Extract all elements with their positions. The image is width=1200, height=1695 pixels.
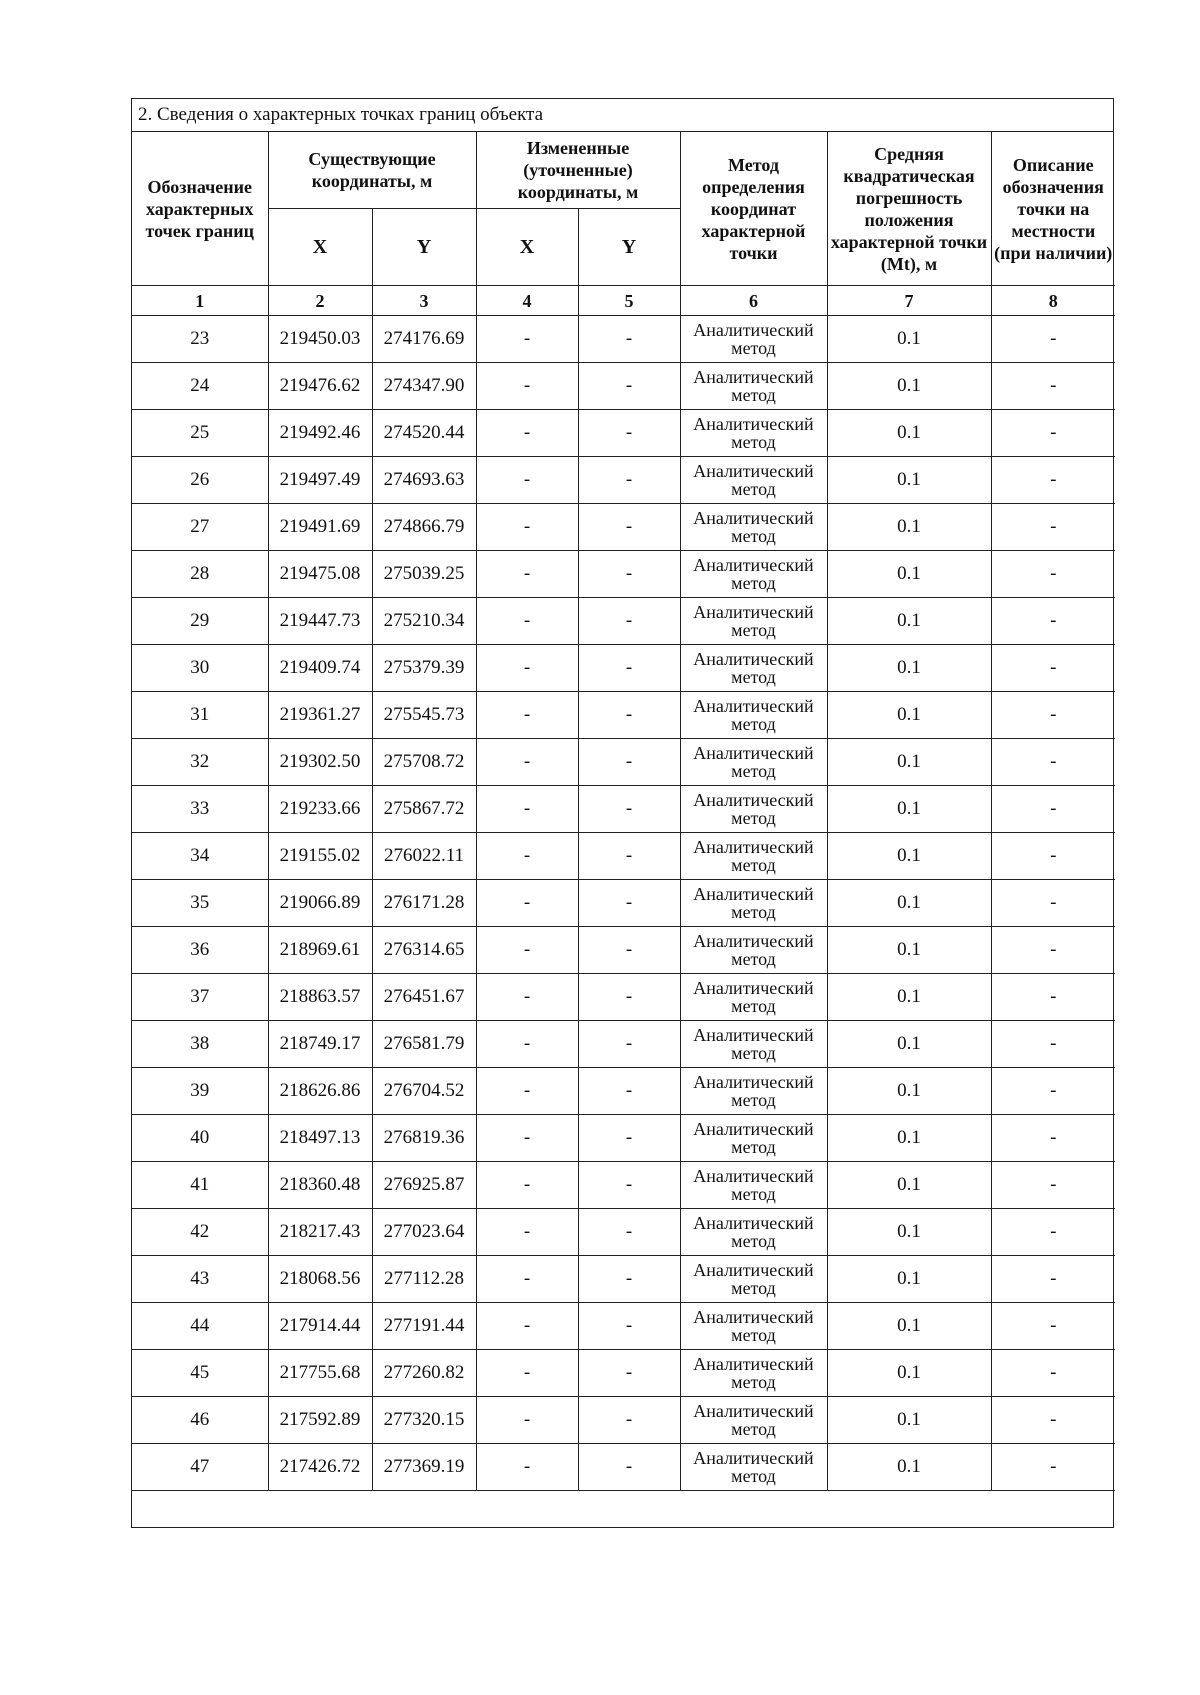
existing-y-cell: 276819.36 xyxy=(372,1115,476,1162)
changed-x-cell: - xyxy=(476,645,578,692)
error-cell: 0.1 xyxy=(827,974,991,1021)
description-cell: - xyxy=(991,833,1115,880)
changed-x-cell: - xyxy=(476,739,578,786)
changed-y-cell: - xyxy=(578,457,680,504)
method-cell: Аналитический метод xyxy=(680,833,827,880)
existing-y-cell: 275210.34 xyxy=(372,598,476,645)
table-body xyxy=(132,316,1115,1491)
table-row xyxy=(132,974,1115,1021)
existing-y-cell: 274693.63 xyxy=(372,457,476,504)
existing-y-cell: 276314.65 xyxy=(372,927,476,974)
existing-y-cell: 277260.82 xyxy=(372,1350,476,1397)
description-cell: - xyxy=(991,504,1115,551)
method-cell: Аналитический метод xyxy=(680,410,827,457)
existing-y-cell: 275039.25 xyxy=(372,551,476,598)
error-cell: 0.1 xyxy=(827,551,991,598)
description-cell: - xyxy=(991,1209,1115,1256)
error-cell: 0.1 xyxy=(827,598,991,645)
changed-y-cell: - xyxy=(578,833,680,880)
changed-y-cell: - xyxy=(578,1256,680,1303)
existing-y-cell: 277191.44 xyxy=(372,1303,476,1350)
error-cell: 0.1 xyxy=(827,786,991,833)
existing-x-cell: 219476.62 xyxy=(268,363,372,410)
changed-y-cell: - xyxy=(578,1162,680,1209)
changed-x-cell: - xyxy=(476,1068,578,1115)
description-cell: - xyxy=(991,1303,1115,1350)
point-number-cell: 43 xyxy=(132,1256,268,1303)
error-cell: 0.1 xyxy=(827,1021,991,1068)
method-cell: Аналитический метод xyxy=(680,1256,827,1303)
existing-y-cell: 277320.15 xyxy=(372,1397,476,1444)
existing-x-cell: 219491.69 xyxy=(268,504,372,551)
point-number-cell: 29 xyxy=(132,598,268,645)
header-description: Описание обозначения точки на местности (при наличии) xyxy=(991,132,1115,286)
existing-y-cell: 274520.44 xyxy=(372,410,476,457)
column-number: 4 xyxy=(476,286,578,316)
method-cell: Аналитический метод xyxy=(680,1350,827,1397)
description-cell: - xyxy=(991,1444,1115,1491)
changed-y-cell: - xyxy=(578,1444,680,1491)
description-cell: - xyxy=(991,551,1115,598)
existing-y-cell: 276704.52 xyxy=(372,1068,476,1115)
header-designation: Обозначение характерных точек границ xyxy=(132,132,268,286)
table-row xyxy=(132,786,1115,833)
point-number-cell: 25 xyxy=(132,410,268,457)
method-cell: Аналитический метод xyxy=(680,927,827,974)
existing-y-cell: 276451.67 xyxy=(372,974,476,1021)
header-existing-y: Y xyxy=(372,209,476,286)
existing-y-cell: 275545.73 xyxy=(372,692,476,739)
existing-y-cell: 274866.79 xyxy=(372,504,476,551)
table-row xyxy=(132,457,1115,504)
method-cell: Аналитический метод xyxy=(680,504,827,551)
changed-x-cell: - xyxy=(476,1444,578,1491)
existing-x-cell: 218360.48 xyxy=(268,1162,372,1209)
error-cell: 0.1 xyxy=(827,1068,991,1115)
existing-x-cell: 219302.50 xyxy=(268,739,372,786)
existing-x-cell: 219066.89 xyxy=(268,880,372,927)
error-cell: 0.1 xyxy=(827,457,991,504)
column-number: 2 xyxy=(268,286,372,316)
description-cell: - xyxy=(991,316,1115,363)
changed-y-cell: - xyxy=(578,739,680,786)
existing-y-cell: 277112.28 xyxy=(372,1256,476,1303)
changed-x-cell: - xyxy=(476,1115,578,1162)
point-number-cell: 35 xyxy=(132,880,268,927)
error-cell: 0.1 xyxy=(827,1256,991,1303)
changed-y-cell: - xyxy=(578,786,680,833)
point-number-cell: 34 xyxy=(132,833,268,880)
table-row xyxy=(132,551,1115,598)
description-cell: - xyxy=(991,974,1115,1021)
existing-x-cell: 219450.03 xyxy=(268,316,372,363)
error-cell: 0.1 xyxy=(827,1350,991,1397)
changed-y-cell: - xyxy=(578,504,680,551)
table-row xyxy=(132,880,1115,927)
method-cell: Аналитический метод xyxy=(680,974,827,1021)
changed-y-cell: - xyxy=(578,410,680,457)
existing-x-cell: 217914.44 xyxy=(268,1303,372,1350)
table-row xyxy=(132,1397,1115,1444)
header-existing-coordinates: Существующие координаты, м xyxy=(268,132,476,209)
changed-y-cell: - xyxy=(578,645,680,692)
table-row xyxy=(132,692,1115,739)
table-row xyxy=(132,739,1115,786)
error-cell: 0.1 xyxy=(827,692,991,739)
method-cell: Аналитический метод xyxy=(680,598,827,645)
description-cell: - xyxy=(991,1021,1115,1068)
existing-x-cell: 218626.86 xyxy=(268,1068,372,1115)
existing-x-cell: 218497.13 xyxy=(268,1115,372,1162)
changed-y-cell: - xyxy=(578,1350,680,1397)
existing-x-cell: 219361.27 xyxy=(268,692,372,739)
method-cell: Аналитический метод xyxy=(680,1115,827,1162)
boundary-points-table xyxy=(132,132,1115,1491)
point-number-cell: 31 xyxy=(132,692,268,739)
point-number-cell: 42 xyxy=(132,1209,268,1256)
description-cell: - xyxy=(991,410,1115,457)
description-cell: - xyxy=(991,1256,1115,1303)
point-number-cell: 32 xyxy=(132,739,268,786)
changed-x-cell: - xyxy=(476,410,578,457)
point-number-cell: 28 xyxy=(132,551,268,598)
table-header xyxy=(132,132,1115,316)
description-cell: - xyxy=(991,1162,1115,1209)
error-cell: 0.1 xyxy=(827,645,991,692)
existing-x-cell: 219475.08 xyxy=(268,551,372,598)
bottom-empty-row xyxy=(132,1491,1113,1527)
method-cell: Аналитический метод xyxy=(680,1021,827,1068)
existing-x-cell: 218749.17 xyxy=(268,1021,372,1068)
existing-y-cell: 274176.69 xyxy=(372,316,476,363)
method-cell: Аналитический метод xyxy=(680,457,827,504)
changed-x-cell: - xyxy=(476,363,578,410)
changed-y-cell: - xyxy=(578,1021,680,1068)
error-cell: 0.1 xyxy=(827,739,991,786)
existing-y-cell: 275708.72 xyxy=(372,739,476,786)
table-row xyxy=(132,1444,1115,1491)
table-row xyxy=(132,1115,1115,1162)
column-number: 6 xyxy=(680,286,827,316)
changed-x-cell: - xyxy=(476,551,578,598)
changed-y-cell: - xyxy=(578,363,680,410)
method-cell: Аналитический метод xyxy=(680,786,827,833)
header-existing-x: X xyxy=(268,209,372,286)
changed-x-cell: - xyxy=(476,880,578,927)
description-cell: - xyxy=(991,1397,1115,1444)
changed-y-cell: - xyxy=(578,880,680,927)
description-cell: - xyxy=(991,880,1115,927)
description-cell: - xyxy=(991,739,1115,786)
table-row xyxy=(132,1068,1115,1115)
point-number-cell: 46 xyxy=(132,1397,268,1444)
header-changed-coordinates: Измененные (уточненные) координаты, м xyxy=(476,132,680,209)
point-number-cell: 44 xyxy=(132,1303,268,1350)
changed-y-cell: - xyxy=(578,1068,680,1115)
changed-x-cell: - xyxy=(476,786,578,833)
changed-y-cell: - xyxy=(578,1303,680,1350)
existing-x-cell: 218863.57 xyxy=(268,974,372,1021)
point-number-cell: 41 xyxy=(132,1162,268,1209)
existing-x-cell: 219497.49 xyxy=(268,457,372,504)
existing-y-cell: 276581.79 xyxy=(372,1021,476,1068)
error-cell: 0.1 xyxy=(827,1397,991,1444)
column-number: 1 xyxy=(132,286,268,316)
method-cell: Аналитический метод xyxy=(680,1162,827,1209)
error-cell: 0.1 xyxy=(827,316,991,363)
section-title: 2. Сведения о характерных точках границ объекта xyxy=(132,99,1113,132)
column-number-row xyxy=(132,286,1115,316)
table-row xyxy=(132,927,1115,974)
description-cell: - xyxy=(991,645,1115,692)
error-cell: 0.1 xyxy=(827,880,991,927)
description-cell: - xyxy=(991,598,1115,645)
point-number-cell: 26 xyxy=(132,457,268,504)
existing-x-cell: 218969.61 xyxy=(268,927,372,974)
point-number-cell: 39 xyxy=(132,1068,268,1115)
point-number-cell: 38 xyxy=(132,1021,268,1068)
method-cell: Аналитический метод xyxy=(680,363,827,410)
changed-x-cell: - xyxy=(476,1397,578,1444)
method-cell: Аналитический метод xyxy=(680,1209,827,1256)
description-cell: - xyxy=(991,363,1115,410)
changed-x-cell: - xyxy=(476,1350,578,1397)
error-cell: 0.1 xyxy=(827,363,991,410)
point-number-cell: 47 xyxy=(132,1444,268,1491)
table-row xyxy=(132,1162,1115,1209)
existing-x-cell: 219233.66 xyxy=(268,786,372,833)
changed-x-cell: - xyxy=(476,1021,578,1068)
table-row xyxy=(132,504,1115,551)
existing-y-cell: 277023.64 xyxy=(372,1209,476,1256)
method-cell: Аналитический метод xyxy=(680,1303,827,1350)
method-cell: Аналитический метод xyxy=(680,1444,827,1491)
column-number: 7 xyxy=(827,286,991,316)
description-cell: - xyxy=(991,1115,1115,1162)
changed-y-cell: - xyxy=(578,316,680,363)
error-cell: 0.1 xyxy=(827,1303,991,1350)
error-cell: 0.1 xyxy=(827,410,991,457)
method-cell: Аналитический метод xyxy=(680,1068,827,1115)
column-number: 5 xyxy=(578,286,680,316)
header-changed-x: X xyxy=(476,209,578,286)
existing-y-cell: 274347.90 xyxy=(372,363,476,410)
changed-x-cell: - xyxy=(476,1256,578,1303)
changed-y-cell: - xyxy=(578,1115,680,1162)
existing-y-cell: 276022.11 xyxy=(372,833,476,880)
changed-x-cell: - xyxy=(476,974,578,1021)
changed-x-cell: - xyxy=(476,457,578,504)
error-cell: 0.1 xyxy=(827,1209,991,1256)
header-method: Метод определения координат характерной точки xyxy=(680,132,827,286)
method-cell: Аналитический метод xyxy=(680,739,827,786)
table-row xyxy=(132,1350,1115,1397)
changed-x-cell: - xyxy=(476,927,578,974)
point-number-cell: 33 xyxy=(132,786,268,833)
existing-x-cell: 219447.73 xyxy=(268,598,372,645)
point-number-cell: 36 xyxy=(132,927,268,974)
changed-y-cell: - xyxy=(578,1397,680,1444)
changed-x-cell: - xyxy=(476,692,578,739)
changed-x-cell: - xyxy=(476,833,578,880)
existing-x-cell: 219492.46 xyxy=(268,410,372,457)
changed-x-cell: - xyxy=(476,1162,578,1209)
existing-y-cell: 277369.19 xyxy=(372,1444,476,1491)
changed-x-cell: - xyxy=(476,316,578,363)
changed-y-cell: - xyxy=(578,551,680,598)
error-cell: 0.1 xyxy=(827,833,991,880)
point-number-cell: 27 xyxy=(132,504,268,551)
existing-x-cell: 218217.43 xyxy=(268,1209,372,1256)
changed-y-cell: - xyxy=(578,927,680,974)
changed-y-cell: - xyxy=(578,598,680,645)
changed-x-cell: - xyxy=(476,598,578,645)
description-cell: - xyxy=(991,457,1115,504)
point-number-cell: 23 xyxy=(132,316,268,363)
changed-x-cell: - xyxy=(476,1303,578,1350)
table-row xyxy=(132,316,1115,363)
table-row xyxy=(132,363,1115,410)
method-cell: Аналитический метод xyxy=(680,316,827,363)
table-row xyxy=(132,1303,1115,1350)
error-cell: 0.1 xyxy=(827,1115,991,1162)
table-row xyxy=(132,1209,1115,1256)
table-row xyxy=(132,1021,1115,1068)
description-cell: - xyxy=(991,927,1115,974)
existing-x-cell: 217755.68 xyxy=(268,1350,372,1397)
existing-y-cell: 275867.72 xyxy=(372,786,476,833)
error-cell: 0.1 xyxy=(827,504,991,551)
changed-y-cell: - xyxy=(578,974,680,1021)
error-cell: 0.1 xyxy=(827,1162,991,1209)
description-cell: - xyxy=(991,1350,1115,1397)
table-row xyxy=(132,410,1115,457)
method-cell: Аналитический метод xyxy=(680,1397,827,1444)
point-number-cell: 24 xyxy=(132,363,268,410)
existing-x-cell: 217592.89 xyxy=(268,1397,372,1444)
existing-y-cell: 275379.39 xyxy=(372,645,476,692)
method-cell: Аналитический метод xyxy=(680,692,827,739)
table-row xyxy=(132,598,1115,645)
changed-x-cell: - xyxy=(476,1209,578,1256)
description-cell: - xyxy=(991,786,1115,833)
point-number-cell: 40 xyxy=(132,1115,268,1162)
header-error: Средняя квадратическая погрешность положения характерной точки (Mt), м xyxy=(827,132,991,286)
changed-y-cell: - xyxy=(578,692,680,739)
point-number-cell: 45 xyxy=(132,1350,268,1397)
error-cell: 0.1 xyxy=(827,927,991,974)
table-row xyxy=(132,645,1115,692)
changed-x-cell: - xyxy=(476,504,578,551)
existing-y-cell: 276171.28 xyxy=(372,880,476,927)
point-number-cell: 30 xyxy=(132,645,268,692)
column-number: 8 xyxy=(991,286,1115,316)
description-cell: - xyxy=(991,692,1115,739)
existing-x-cell: 219409.74 xyxy=(268,645,372,692)
point-number-cell: 37 xyxy=(132,974,268,1021)
existing-y-cell: 276925.87 xyxy=(372,1162,476,1209)
header-changed-y: Y xyxy=(578,209,680,286)
method-cell: Аналитический метод xyxy=(680,645,827,692)
column-number: 3 xyxy=(372,286,476,316)
description-cell: - xyxy=(991,1068,1115,1115)
existing-x-cell: 219155.02 xyxy=(268,833,372,880)
changed-y-cell: - xyxy=(578,1209,680,1256)
method-cell: Аналитический метод xyxy=(680,880,827,927)
boundary-points-document xyxy=(131,98,1114,1528)
table-row xyxy=(132,1256,1115,1303)
table-row xyxy=(132,833,1115,880)
existing-x-cell: 218068.56 xyxy=(268,1256,372,1303)
error-cell: 0.1 xyxy=(827,1444,991,1491)
existing-x-cell: 217426.72 xyxy=(268,1444,372,1491)
method-cell: Аналитический метод xyxy=(680,551,827,598)
